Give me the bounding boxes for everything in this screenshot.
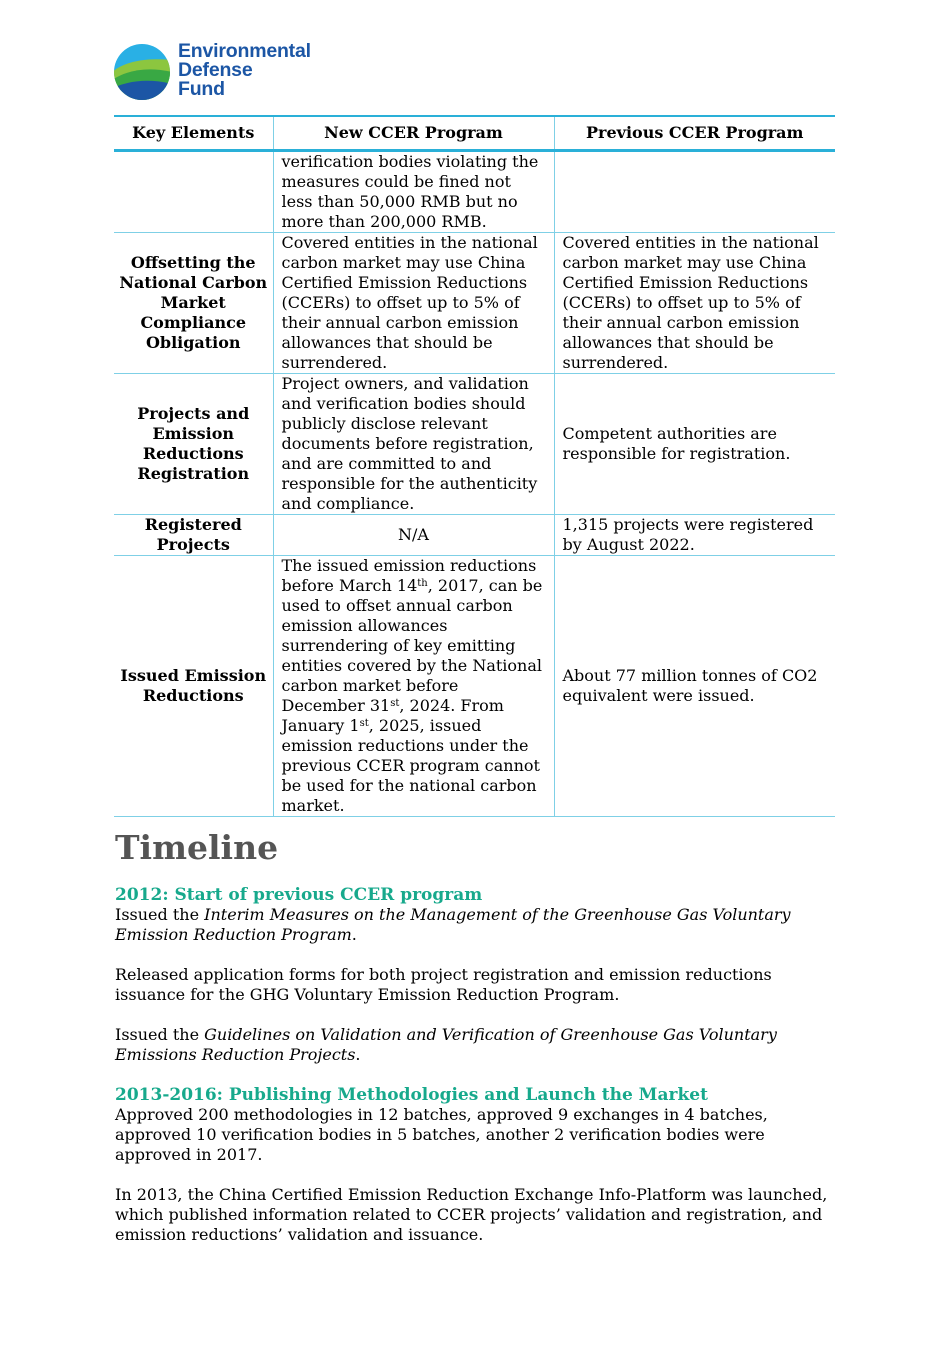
header-previous-ccer: Previous CCER Program [554, 116, 835, 151]
table-row [114, 556, 835, 817]
edf-logo-wordmark: Environmental Defense Fund [178, 40, 311, 100]
row-key: Offsetting the National Carbon Market Compliance Obligation [114, 233, 273, 374]
row-new: Covered entities in the national carbon market may use China Certified Emission Reductions (CCERs) to offset up to 5% of their annual carbon emission allowances that should be surrendered. [273, 233, 554, 374]
header-new-ccer: New CCER Program [273, 116, 554, 151]
table-row [114, 515, 835, 556]
row-new: verification bodies violating the measures could be fined not less than 50,000 RMB but no more than 200,000 RMB. [273, 151, 554, 233]
row-prev: Competent authorities are responsible for registration. [554, 374, 835, 515]
paragraph: Issued the Guidelines on Validation and Verification of Greenhouse Gas Voluntary Emissions Reduction Projects. [115, 1025, 777, 1064]
paragraph: Issued the Interim Measures on the Management of the Greenhouse Gas Voluntary Emission Reduction Program. [115, 905, 791, 944]
paragraph: Released application forms for both project registration and emission reductions issuance for the GHG Voluntary Emission Reduction Program. [115, 965, 772, 1004]
row-key: Projects and Emission Reductions Registration [114, 374, 273, 515]
paragraph: In 2013, the China Certified Emission Reduction Exchange Info-Platform was launched, which published information related to CCER projects’ validation and registration, and emission reductions’ validation and issuance. [115, 1185, 828, 1244]
section-heading-2012: 2012: Start of previous CCER program [115, 885, 483, 905]
ccer-comparison-table [114, 115, 835, 817]
edf-logo [112, 40, 322, 102]
row-prev [554, 151, 835, 233]
table-row [114, 233, 835, 374]
section-heading-2013-2016: 2013-2016: Publishing Methodologies and Launch the Market [115, 1085, 708, 1105]
timeline-title: Timeline [115, 828, 279, 867]
row-key [114, 151, 273, 233]
header-key-elements: Key Elements [114, 116, 273, 151]
row-key: Issued Emission Reductions [114, 556, 273, 817]
row-prev: About 77 million tonnes of CO2 equivalent were issued. [554, 556, 835, 817]
row-new: The issued emission reductions before March 14th, 2017, can be used to offset annual carbon emission allowances surrendering of key emitting entities covered by the National carbon market before December 31st, 2024. From January 1st, 2025, issued emission reductions under the previous CCER program cannot be used for the national carbon market. [273, 556, 554, 817]
table-header-row [114, 116, 835, 151]
row-prev: Covered entities in the national carbon market may use China Certified Emission Reductions (CCERs) to offset up to 5% of their annual carbon emission allowances that should be surrendered. [554, 233, 835, 374]
row-new: N/A [273, 515, 554, 556]
row-key: Registered Projects [114, 515, 273, 556]
timeline-section [115, 826, 845, 1245]
row-prev: 1,315 projects were registered by August 2022. [554, 515, 835, 556]
row-new: Project owners, and validation and verification bodies should publicly disclose relevant documents before registration, and are committed to and responsible for the authenticity and compliance. [273, 374, 554, 515]
paragraph: Approved 200 methodologies in 12 batches, approved 9 exchanges in 4 batches, approved 10 verification bodies in 5 batches, another 2 verification bodies were approved in 2017. [115, 1105, 768, 1164]
table-row [114, 374, 835, 515]
table-row [114, 151, 835, 233]
edf-logo-icon [112, 42, 172, 102]
